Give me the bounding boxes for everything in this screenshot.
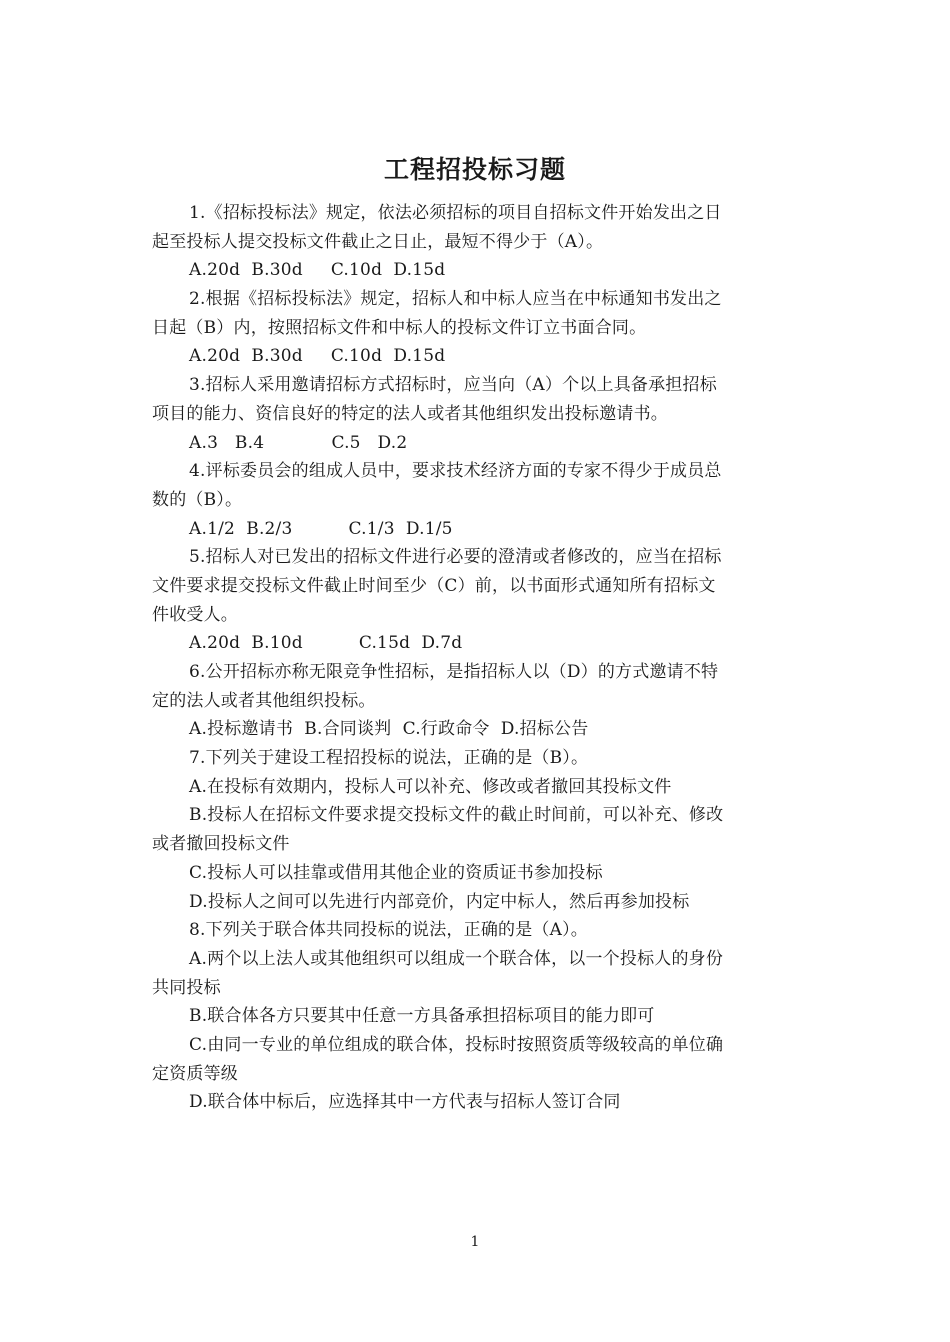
text-line: 共同投标 (152, 977, 221, 998)
text-line: 4.评标委员会的组成人员中，要求技术经济方面的专家不得少于成员总 (189, 461, 722, 482)
text-line: 6.公开招标亦称无限竞争性招标，是指招标人以（D）的方式邀请不特 (189, 662, 719, 682)
text-line: B.投标人在招标文件要求提交投标文件的截止时间前，可以补充、修改 (189, 805, 724, 826)
text-line: A.20d B.10d C.15d D.7d (189, 633, 463, 654)
text-line: A.3 B.4 C.5 D.2 (189, 432, 408, 453)
text-line: 项目的能力、资信良好的特定的法人或者其他组织发出投标邀请书。 (152, 403, 668, 424)
text-line: A.投标邀请书 B.合同谈判 C.行政命令 D.招标公告 (189, 719, 589, 740)
text-line: 3.招标人采用邀请招标方式招标时，应当向（A）个以上具备承担招标 (189, 375, 717, 396)
text-line: 5.招标人对已发出的招标文件进行必要的澄清或者修改的，应当在招标 (189, 547, 722, 568)
text-line: 2.根据《招标投标法》规定，招标人和中标人应当在中标通知书发出之 (189, 289, 722, 310)
page-number: 1 (470, 1234, 480, 1250)
text-line: 定资质等级 (152, 1063, 238, 1084)
text-line: A.20d B.30d C.10d D.15d (189, 260, 446, 281)
text-line: 起至投标人提交投标文件截止之日止，最短不得少于（A）。 (152, 231, 604, 252)
text-line: A.两个以上法人或其他组织可以组成一个联合体，以一个投标人的身份 (189, 948, 724, 969)
document-body (152, 199, 792, 1117)
text-line: 数的（B）。 (152, 489, 243, 510)
text-line: 定的法人或者其他组织投标。 (152, 690, 376, 711)
text-line: 8.下列关于联合体共同投标的说法，正确的是（A）。 (189, 920, 588, 941)
text-line: A.在投标有效期内，投标人可以补充、修改或者撤回其投标文件 (189, 776, 672, 797)
text-line: 或者撤回投标文件 (152, 834, 290, 855)
text-line: B.联合体各方只要其中任意一方具备承担招标项目的能力即可 (189, 1006, 655, 1027)
text-line: 文件要求提交投标文件截止时间至少（C）前，以书面形式通知所有招标文 (152, 575, 716, 596)
text-line: C.投标人可以挂靠或借用其他企业的资质证书参加投标 (189, 862, 603, 883)
text-line: D.投标人之间可以先进行内部竞价，内定中标人，然后再参加投标 (189, 891, 690, 912)
text-line: 1.《招标投标法》规定，依法必须招标的项目自招标文件开始发出之日 (189, 203, 722, 223)
text-line: A.20d B.30d C.10d D.15d (189, 346, 446, 367)
text-line: D.联合体中标后，应选择其中一方代表与招标人签订合同 (189, 1092, 621, 1113)
document-title: 工程招投标习题 (383, 155, 566, 184)
text-line: A.1/2 B.2/3 C.1/3 D.1/5 (189, 518, 453, 539)
text-line: C.由同一专业的单位组成的联合体，投标时按照资质等级较高的单位确 (189, 1034, 724, 1055)
text-line: 日起（B）内，按照招标文件和中标人的投标文件订立书面合同。 (152, 317, 647, 338)
text-line: 7.下列关于建设工程招投标的说法，正确的是（B）。 (189, 748, 589, 769)
text-line: 件收受人。 (152, 604, 238, 625)
